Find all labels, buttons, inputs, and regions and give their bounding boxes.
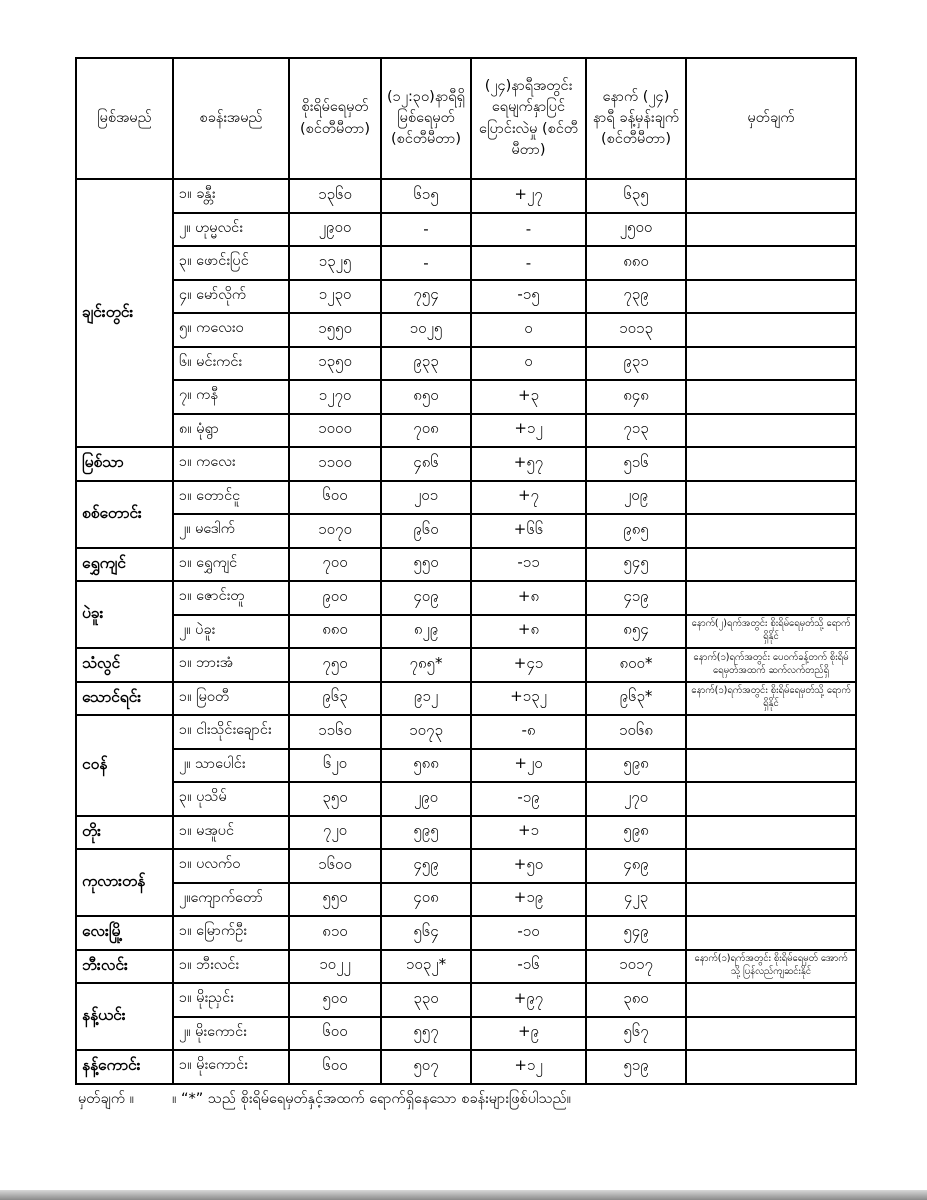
station-name-cell: ၃။ ဖောင်းပြင် (173, 246, 289, 280)
remark-cell (686, 514, 856, 548)
river-name-cell: ဘီးလင်း (76, 950, 173, 984)
forecast-cell: ၇၁၃ (586, 414, 686, 448)
change-cell: -၁၁ (471, 548, 586, 582)
header-current-level: (၁၂:၃၀)နာရီရှိ မြစ်ရေမှတ် (စင်တီမီတာ) (381, 58, 471, 179)
danger-level-cell: ၈၁၀ (289, 916, 381, 950)
change-cell: -၈ (471, 715, 586, 749)
remark-cell (686, 347, 856, 381)
table-row (76, 447, 856, 481)
header-danger-level: စိုးရိမ်ရေမှတ် (စင်တီမီတာ) (289, 58, 381, 179)
danger-level-cell: ၁၀၂၂ (289, 950, 381, 984)
river-name-cell: သောင်ရင်း (76, 682, 173, 716)
forecast-cell: ၅၄၅ (586, 548, 686, 582)
table-row (76, 581, 856, 615)
danger-level-cell: ၆၀၀ (289, 481, 381, 515)
remark-cell (686, 581, 856, 615)
danger-level-cell: ၉၀၀ (289, 581, 381, 615)
river-name-cell: ပဲခူး (76, 581, 173, 648)
remark-cell (686, 280, 856, 314)
current-level-cell: ၈၅၀ (381, 380, 471, 414)
table-row (76, 414, 856, 448)
table-row (76, 749, 856, 783)
station-name-cell: ၁။ ပလက်ဝ (173, 849, 289, 883)
remark-cell (686, 313, 856, 347)
table-row (76, 950, 856, 984)
change-cell: +၃ (471, 380, 586, 414)
header-station-name: စခန်းအမည် (173, 58, 289, 179)
change-cell: +၂၀ (471, 749, 586, 783)
remark-cell (686, 548, 856, 582)
danger-level-cell: ၉၆၃ (289, 682, 381, 716)
forecast-cell: ၇၃၉ (586, 280, 686, 314)
change-cell: +၄၁ (471, 648, 586, 682)
forecast-cell: ၈၅၄ (586, 615, 686, 649)
change-cell: -၁၉ (471, 782, 586, 816)
remark-cell (686, 1017, 856, 1051)
danger-level-cell: ၃၅၀ (289, 782, 381, 816)
remark-cell (686, 983, 856, 1017)
forecast-cell: ၈၄၈ (586, 380, 686, 414)
forecast-cell: ၄၁၉ (586, 581, 686, 615)
change-cell: +၁၃၂ (471, 682, 586, 716)
station-name-cell: ၂။ကျောက်တော် (173, 883, 289, 917)
change-cell: -၁၅ (471, 280, 586, 314)
forecast-cell: ၅၁၆ (586, 447, 686, 481)
danger-level-cell: ၁၂၃၀ (289, 280, 381, 314)
header-river-name: မြစ်အမည် (76, 58, 173, 179)
station-name-cell: ၂။ ဟုမ္မလင်း (173, 213, 289, 247)
current-level-cell: ၇၈၅* (381, 648, 471, 682)
danger-level-cell: ၁၅၅၀ (289, 313, 381, 347)
station-name-cell: ၇။ ကနီ (173, 380, 289, 414)
station-name-cell: ၁။ ခန္တီး (173, 179, 289, 213)
danger-level-cell: ၁၀၇၀ (289, 514, 381, 548)
flood-table (75, 57, 857, 1085)
river-name-cell: မြစ်သာ (76, 447, 173, 481)
current-level-cell: ၅၅၇ (381, 1017, 471, 1051)
forecast-cell: ၁၀၁၇ (586, 950, 686, 984)
station-name-cell: ၁။ ကလေး (173, 447, 289, 481)
station-name-cell: ၁။ ဘီးလင်း (173, 950, 289, 984)
table-row (76, 548, 856, 582)
forecast-cell: ၆၃၅ (586, 179, 686, 213)
remark-cell (686, 715, 856, 749)
remark-cell (686, 849, 856, 883)
current-level-cell: ၉၃၃ (381, 347, 471, 381)
current-level-cell: ၁၀၇၃ (381, 715, 471, 749)
change-cell: +၈ (471, 615, 586, 649)
current-level-cell: ၅၀၇ (381, 1050, 471, 1084)
forecast-cell: ၅၄၉ (586, 916, 686, 950)
header-remark: မှတ်ချက် (686, 58, 856, 179)
change-cell: +၂၇ (471, 179, 586, 213)
remark-cell (686, 246, 856, 280)
station-name-cell: ၁။ မိုးညှင်း (173, 983, 289, 1017)
forecast-cell: ၂၅၀၀ (586, 213, 686, 247)
table-row (76, 615, 856, 649)
danger-level-cell: ၁၁၀၀ (289, 447, 381, 481)
table-body (76, 179, 856, 1084)
current-level-cell: ၂၀၁ (381, 481, 471, 515)
current-level-cell: ၇၅၄ (381, 280, 471, 314)
station-name-cell: ၁။ ငါးသိုင်းချောင်း (173, 715, 289, 749)
forecast-cell: ၅၉၈ (586, 816, 686, 850)
forecast-cell: ၄၈၉ (586, 849, 686, 883)
table-row (76, 916, 856, 950)
forecast-cell: ၈၈၀ (586, 246, 686, 280)
table-row (76, 246, 856, 280)
remark-cell (686, 1050, 856, 1084)
current-level-cell: ၁၀၃၂* (381, 950, 471, 984)
station-name-cell: ၁။ ရွှေကျင် (173, 548, 289, 582)
river-name-cell: စစ်တောင်း (76, 481, 173, 548)
river-name-cell: ရွှေကျင် (76, 548, 173, 582)
danger-level-cell: ၇၀၀ (289, 548, 381, 582)
forecast-cell: ၁၀၆၈ (586, 715, 686, 749)
river-name-cell: တိုး (76, 816, 173, 850)
current-level-cell: ၃၃၀ (381, 983, 471, 1017)
change-cell: - (471, 213, 586, 247)
table-row (76, 313, 856, 347)
current-level-cell: ၅၆၄ (381, 916, 471, 950)
danger-level-cell: ၁၆၀၀ (289, 849, 381, 883)
danger-level-cell: ၁၃၆၀ (289, 179, 381, 213)
station-name-cell: ၁။ မြဝတီ (173, 682, 289, 716)
table-row (76, 849, 856, 883)
table-row (76, 983, 856, 1017)
danger-level-cell: ၁၀၀၀ (289, 414, 381, 448)
change-cell: ၀ (471, 313, 586, 347)
table-row (76, 648, 856, 682)
change-cell: +၁ (471, 816, 586, 850)
current-level-cell: ၂၉၀ (381, 782, 471, 816)
remark-cell (686, 883, 856, 917)
table-row (76, 213, 856, 247)
change-cell: +၉ (471, 1017, 586, 1051)
change-cell: +၈ (471, 581, 586, 615)
header-row (76, 58, 856, 179)
scan-edge-shadow (0, 1190, 927, 1200)
remark-cell (686, 380, 856, 414)
table-row (76, 816, 856, 850)
danger-level-cell: ၁၁၆၀ (289, 715, 381, 749)
footnote-text: ။ “*” သည် စိုးရိမ်ရေမှတ်နှင့်အထက် ရောက်ရှိနေသော စခန်းများဖြစ်ပါသည်။ (172, 1091, 572, 1107)
forecast-cell: ၉၈၅ (586, 514, 686, 548)
forecast-cell: ၅၉၈ (586, 749, 686, 783)
river-name-cell: ချင်းတွင်း (76, 179, 173, 447)
danger-level-cell: ၁၃၂၅ (289, 246, 381, 280)
station-name-cell: ၂။ မဒေါက် (173, 514, 289, 548)
river-name-cell: နန့်ယင်း (76, 983, 173, 1050)
current-level-cell: ၇၀၈ (381, 414, 471, 448)
change-cell: -၁၀ (471, 916, 586, 950)
change-cell: +၅၀ (471, 849, 586, 883)
forecast-cell: ၃၈၀ (586, 983, 686, 1017)
forecast-cell: ၉၃၁ (586, 347, 686, 381)
station-name-cell: ၆။ မင်းကင်း (173, 347, 289, 381)
station-name-cell: ၁။ ဘားအံ (173, 648, 289, 682)
station-name-cell: ၈။ မုံရွာ (173, 414, 289, 448)
current-level-cell: ၉၆၀ (381, 514, 471, 548)
danger-level-cell: ၆၂၀ (289, 749, 381, 783)
remark-cell (686, 213, 856, 247)
current-level-cell: - (381, 246, 471, 280)
table-row (76, 514, 856, 548)
danger-level-cell: ၂၉၀၀ (289, 213, 381, 247)
danger-level-cell: ၆၀၀ (289, 1050, 381, 1084)
current-level-cell: ၁၀၂၅ (381, 313, 471, 347)
change-cell: +၁၉ (471, 883, 586, 917)
river-name-cell: ငဝန် (76, 715, 173, 816)
danger-level-cell: ၆၀၀ (289, 1017, 381, 1051)
table-row (76, 715, 856, 749)
change-cell: ၀ (471, 347, 586, 381)
current-level-cell: ၉၁၂ (381, 682, 471, 716)
table-row (76, 481, 856, 515)
forecast-cell: ၁၀၁၃ (586, 313, 686, 347)
header-forecast: နောက် (၂၄) နာရီ ခန့်မှန်းချက် (စင်တီမီတာ) (586, 58, 686, 179)
table-row (76, 280, 856, 314)
station-name-cell: ၃။ ပုသိမ် (173, 782, 289, 816)
table-row (76, 179, 856, 213)
change-cell: +၆၆ (471, 514, 586, 548)
change-cell: +၁၂ (471, 1050, 586, 1084)
current-level-cell: ၄၈၆ (381, 447, 471, 481)
danger-level-cell: ၅၅၀ (289, 883, 381, 917)
remark-cell (686, 447, 856, 481)
danger-level-cell: ၅၀၀ (289, 983, 381, 1017)
change-cell: +၉၇ (471, 983, 586, 1017)
station-name-cell: ၁။ မိုးကောင်း (173, 1050, 289, 1084)
table-row (76, 1017, 856, 1051)
station-name-cell: ၁။ မြောက်ဦး (173, 916, 289, 950)
station-name-cell: ၂။ ပဲခူး (173, 615, 289, 649)
change-cell: +၅၇ (471, 447, 586, 481)
table-row (76, 682, 856, 716)
forecast-cell: ၂၇၀ (586, 782, 686, 816)
remark-cell: နောက်(၁)ရက်အတွင်း စိုးရိမ်ရေမှတ်သို့ ရောက်ရှိနိုင် (686, 682, 856, 716)
river-name-cell: လေးမြို့ (76, 916, 173, 950)
river-name-cell: ကုလားတန် (76, 849, 173, 916)
forecast-cell: ၄၂၃ (586, 883, 686, 917)
current-level-cell: ၄၀၉ (381, 581, 471, 615)
change-cell: +၁၂ (471, 414, 586, 448)
change-cell: +၇ (471, 481, 586, 515)
remark-cell (686, 481, 856, 515)
table-row (76, 883, 856, 917)
current-level-cell: ၄၀၈ (381, 883, 471, 917)
table-row (76, 1050, 856, 1084)
change-cell: -၁၆ (471, 950, 586, 984)
current-level-cell: ၅၅၀ (381, 548, 471, 582)
remark-cell: နောက်(၂)ရက်အတွင်း စိုးရိမ်ရေမှတ်သို့ ရောက်ရှိနိုင် (686, 615, 856, 649)
forecast-cell: ၉၆၃* (586, 682, 686, 716)
table-row (76, 347, 856, 381)
danger-level-cell: ၇၂၀ (289, 816, 381, 850)
danger-level-cell: ၇၅၀ (289, 648, 381, 682)
forecast-cell: ၅၆၇ (586, 1017, 686, 1051)
current-level-cell: ၅၈၈ (381, 749, 471, 783)
station-name-cell: ၁။ တောင်ငူ (173, 481, 289, 515)
footnote-label: မှတ်ချက် ။ (78, 1091, 135, 1107)
current-level-cell: ၅၉၅ (381, 816, 471, 850)
remark-cell: နောက်(၁)ရက်အတွင်း စိုးရိမ်ရေမှတ် အောက်သို့ ပြန်လည်ကျဆင်းနိုင် (686, 950, 856, 984)
station-name-cell: ၁။ မအူပင် (173, 816, 289, 850)
change-cell: - (471, 246, 586, 280)
station-name-cell: ၅။ ကလေးဝ (173, 313, 289, 347)
river-name-cell: နန့်ကောင်း (76, 1050, 173, 1084)
station-name-cell: ၂။ မိုးကောင်း (173, 1017, 289, 1051)
remark-cell (686, 782, 856, 816)
remark-cell (686, 916, 856, 950)
forecast-cell: ၈၀၀* (586, 648, 686, 682)
current-level-cell: ၆၁၅ (381, 179, 471, 213)
footnote (78, 1090, 878, 1111)
table-header (76, 58, 856, 179)
current-level-cell: ၈၂၉ (381, 615, 471, 649)
table-row (76, 782, 856, 816)
danger-level-cell: ၈၈၀ (289, 615, 381, 649)
station-name-cell: ၁။ ဇောင်းတူ (173, 581, 289, 615)
river-name-cell: သံလွင် (76, 648, 173, 682)
current-level-cell: - (381, 213, 471, 247)
remark-cell (686, 414, 856, 448)
remark-cell (686, 816, 856, 850)
station-name-cell: ၄။ မော်လိုက် (173, 280, 289, 314)
danger-level-cell: ၁၂၇၀ (289, 380, 381, 414)
remark-cell: နောက်(၁)ရက်အတွင်း ပေဝက်ခန့်တက် စိုးရိမ်ရေမှတ်အထက် ဆက်လက်တည်ရှိ (686, 648, 856, 682)
danger-level-cell: ၁၃၅၀ (289, 347, 381, 381)
current-level-cell: ၄၅၉ (381, 849, 471, 883)
header-24hr-change: (၂၄)နာရီအတွင်း ရေမျက်နှာပြင် ပြောင်းလဲမှု (စင်တီမီတာ) (471, 58, 586, 179)
forecast-cell: ၅၁၉ (586, 1050, 686, 1084)
remark-cell (686, 749, 856, 783)
station-name-cell: ၂။ သာပေါင်း (173, 749, 289, 783)
table-row (76, 380, 856, 414)
remark-cell (686, 179, 856, 213)
forecast-cell: ၂၀၉ (586, 481, 686, 515)
